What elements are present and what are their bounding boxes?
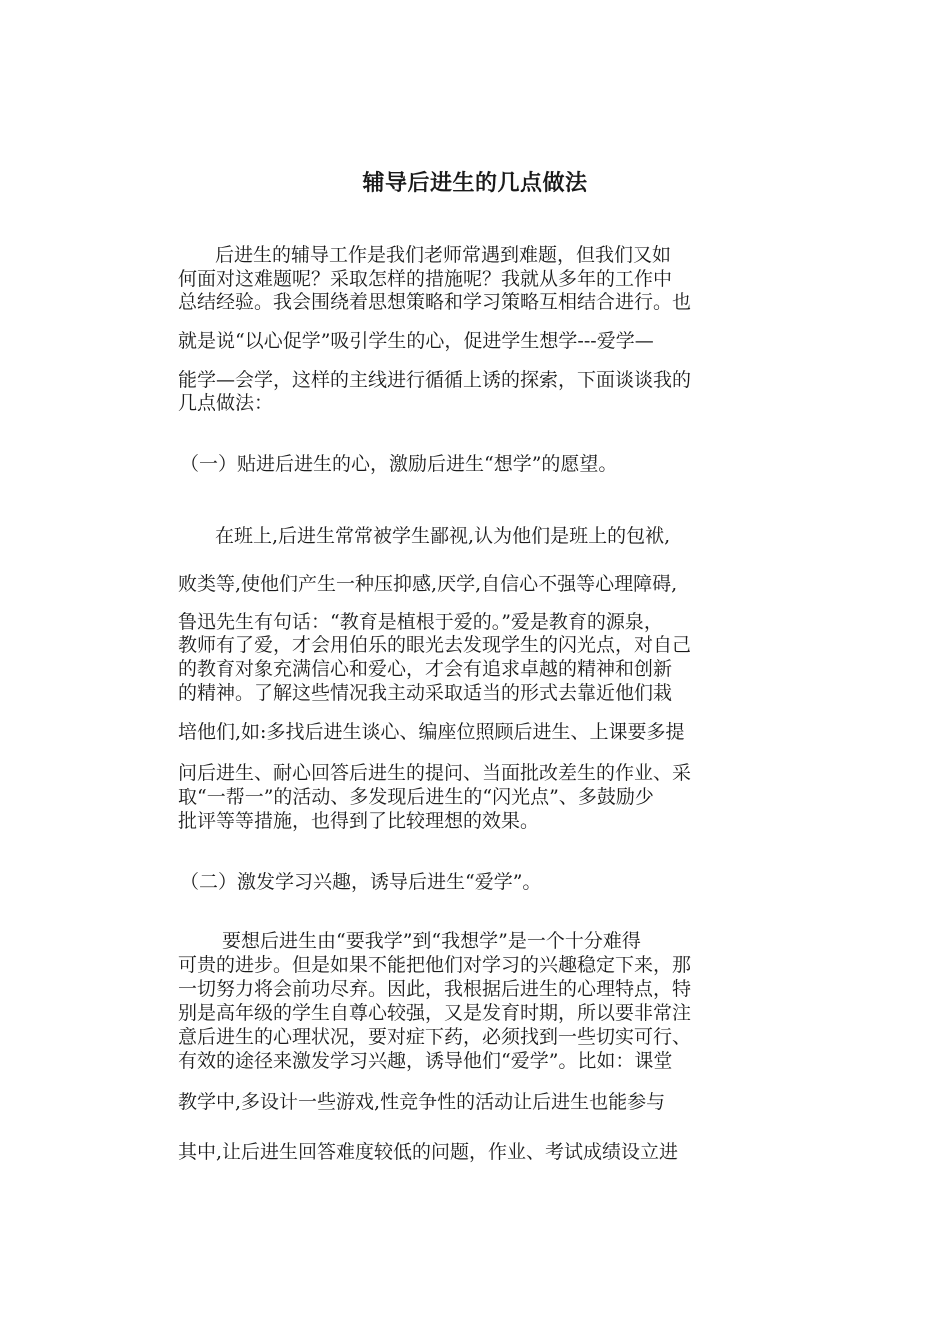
paragraph-line: 就是说“以心促学”吸引学生的心，促进学生想学---爱学—: [178, 330, 654, 352]
paragraph-line: 一切努力将会前功尽弃。因此，我根据后进生的心理特点，特: [178, 978, 692, 1000]
paragraph-line: 培他们,如:多找后进生谈心、编座位照顾后进生、上课要多提: [178, 721, 685, 743]
paragraph-line: 几点做法：: [178, 392, 274, 414]
document-title: 辅导后进生的几点做法: [362, 171, 588, 196]
paragraph-line: 的教育对象充满信心和爱心，才会有追求卓越的精神和创新: [178, 658, 673, 680]
paragraph-line: 意后进生的心理状况，要对症下药，必须找到一些切实可行、: [178, 1026, 692, 1048]
paragraph-line: 有效的途径来激发学习兴趣，诱导他们“爱学”。比如：课堂: [178, 1050, 673, 1072]
paragraph-line: 能学—会学，这样的主线进行循循上诱的探索，下面谈谈我的: [178, 369, 692, 391]
paragraph-line: 问后进生、耐心回答后进生的提问、当面批改差生的作业、采: [178, 762, 692, 784]
paragraph-line: 败类等,使他们产生一种压抑感,厌学,自信心不强等心理障碍,: [178, 573, 678, 595]
section-heading-2: （二）激发学习兴趣，诱导后进生“爱学”。: [180, 871, 542, 893]
paragraph-line: 后进生的辅导工作是我们老师常遇到难题，但我们又如: [215, 244, 672, 266]
paragraph-line: 鲁迅先生有句话：“教育是植根于爱的。”爱是教育的源泉，: [178, 611, 663, 633]
section-heading-1: （一）贴进后进生的心，激励后进生“想学”的愿望。: [180, 453, 618, 475]
paragraph-line: 教学中,多设计一些游戏,性竞争性的活动让后进生也能参与: [178, 1091, 666, 1113]
paragraph-line: 的精神。了解这些情况我主动采取适当的形式去靠近他们栽: [178, 682, 673, 704]
paragraph-line: 别是高年级的学生自尊心较强，又是发育时期，所以要非常注: [178, 1002, 692, 1024]
paragraph-line: 可贵的进步。但是如果不能把他们对学习的兴趣稳定下来，那: [178, 954, 692, 976]
paragraph-line: 总结经验。我会围绕着思想策略和学习策略互相结合进行。也: [178, 291, 692, 313]
paragraph-line: 批评等等措施，也得到了比较理想的效果。: [178, 810, 540, 832]
paragraph-line: 在班上,后进生常常被学生鄙视,认为他们是班上的包袱,: [215, 525, 671, 547]
paragraph-line: 教师有了爱，才会用伯乐的眼光去发现学生的闪光点，对自己: [178, 634, 692, 656]
paragraph-line: 其中,让后进生回答难度较低的问题，作业、考试成绩设立进: [178, 1141, 679, 1163]
paragraph-line: 要想后进生由“要我学”到“我想学”是一个十分难得: [222, 930, 641, 952]
paragraph-line: 取“一帮一”的活动、多发现后进生的“闪光点”、多鼓励少: [178, 786, 654, 808]
paragraph-line: 何面对这难题呢？采取怎样的措施呢？我就从多年的工作中: [178, 268, 673, 290]
